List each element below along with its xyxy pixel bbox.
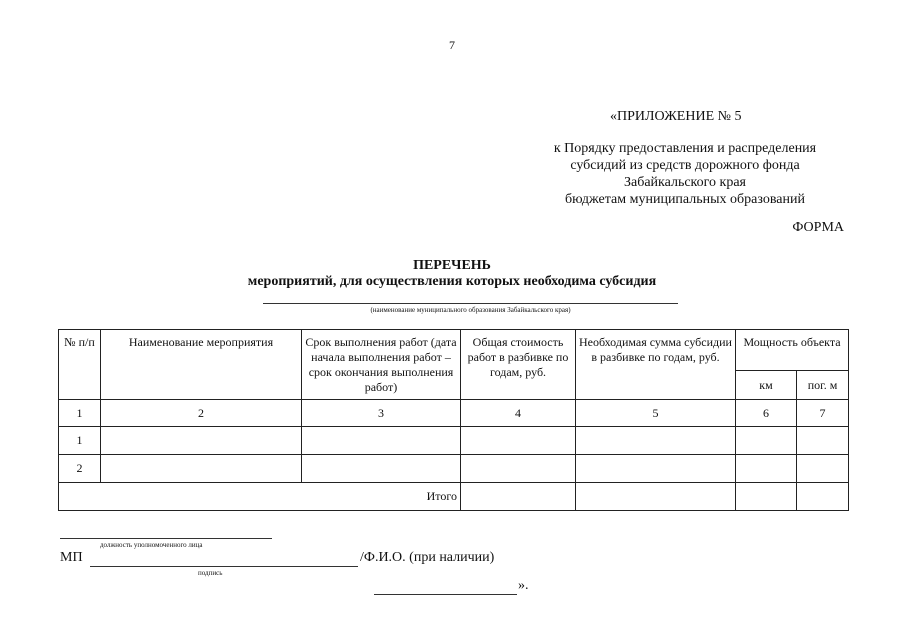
column-number: 5 <box>576 400 736 427</box>
column-number: 6 <box>736 400 797 427</box>
measures-table <box>58 329 849 511</box>
header-pog-m: пог. м <box>797 371 849 400</box>
row-cell <box>461 455 576 483</box>
header-name: Наименование мероприятия <box>101 330 302 400</box>
column-number: 2 <box>101 400 302 427</box>
page-number: 7 <box>449 38 455 52</box>
row-number: 2 <box>59 455 101 483</box>
row-cell <box>461 427 576 455</box>
row-cell <box>576 455 736 483</box>
stamp-label: МП <box>60 550 83 565</box>
total-cell <box>797 483 849 511</box>
row-cell <box>797 427 849 455</box>
signature-fill-line <box>90 566 358 567</box>
total-row <box>59 483 849 511</box>
fio-label: /Ф.И.О. (при наличии) <box>360 550 495 565</box>
document-subtitle: мероприятий, для осуществления которых необходима субсидия <box>247 274 657 289</box>
appendix-line: субсидий из средств дорожного фонда <box>570 158 800 173</box>
appendix-line: к Порядку предоставления и распределения <box>553 141 817 156</box>
municipality-fill-line <box>263 303 678 304</box>
column-number: 7 <box>797 400 849 427</box>
signature-caption: подпись <box>198 569 223 577</box>
row-cell <box>736 427 797 455</box>
position-caption: должность уполномоченного лица <box>100 541 203 549</box>
appendix-line: бюджетам муниципальных образований <box>565 192 805 207</box>
row-number: 1 <box>59 427 101 455</box>
row-cell <box>797 455 849 483</box>
total-cell <box>461 483 576 511</box>
row-cell <box>101 427 302 455</box>
position-fill-line <box>60 538 272 539</box>
column-number: 1 <box>59 400 101 427</box>
row-cell <box>302 427 461 455</box>
row-cell <box>736 455 797 483</box>
header-term: Срок выполнения работ (дата начала выполнения работ – срок окончания выполнения работ) <box>302 330 461 400</box>
total-cell <box>576 483 736 511</box>
row-cell <box>576 427 736 455</box>
appendix-block <box>540 108 830 208</box>
document-heading <box>200 258 704 290</box>
appendix-title: «ПРИЛОЖЕНИЕ № 5 <box>610 109 742 124</box>
total-cell <box>736 483 797 511</box>
header-km: км <box>736 371 797 400</box>
total-label: Итого <box>59 483 461 511</box>
header-total-cost: Общая стоимость работ в разбивке по годам, руб. <box>461 330 576 400</box>
appendix-line: Забайкальского края <box>623 175 746 190</box>
header-num: № п/п <box>59 330 101 400</box>
column-number: 3 <box>302 400 461 427</box>
header-capacity: Мощность объекта <box>736 330 849 371</box>
row-cell <box>302 455 461 483</box>
table-row <box>59 427 849 455</box>
document-title: ПЕРЕЧЕНЬ <box>413 258 491 273</box>
column-number: 4 <box>461 400 576 427</box>
closing-fill-line <box>374 594 517 595</box>
header-subsidy: Необходимая сумма субсидии в разбивке по годам, руб. <box>576 330 736 400</box>
municipality-caption: (наименование муниципального образования Забайкальского края) <box>370 306 571 314</box>
closing-quote: ». <box>518 578 529 593</box>
table-row <box>59 455 849 483</box>
form-label: ФОРМА <box>792 220 844 235</box>
row-cell <box>101 455 302 483</box>
